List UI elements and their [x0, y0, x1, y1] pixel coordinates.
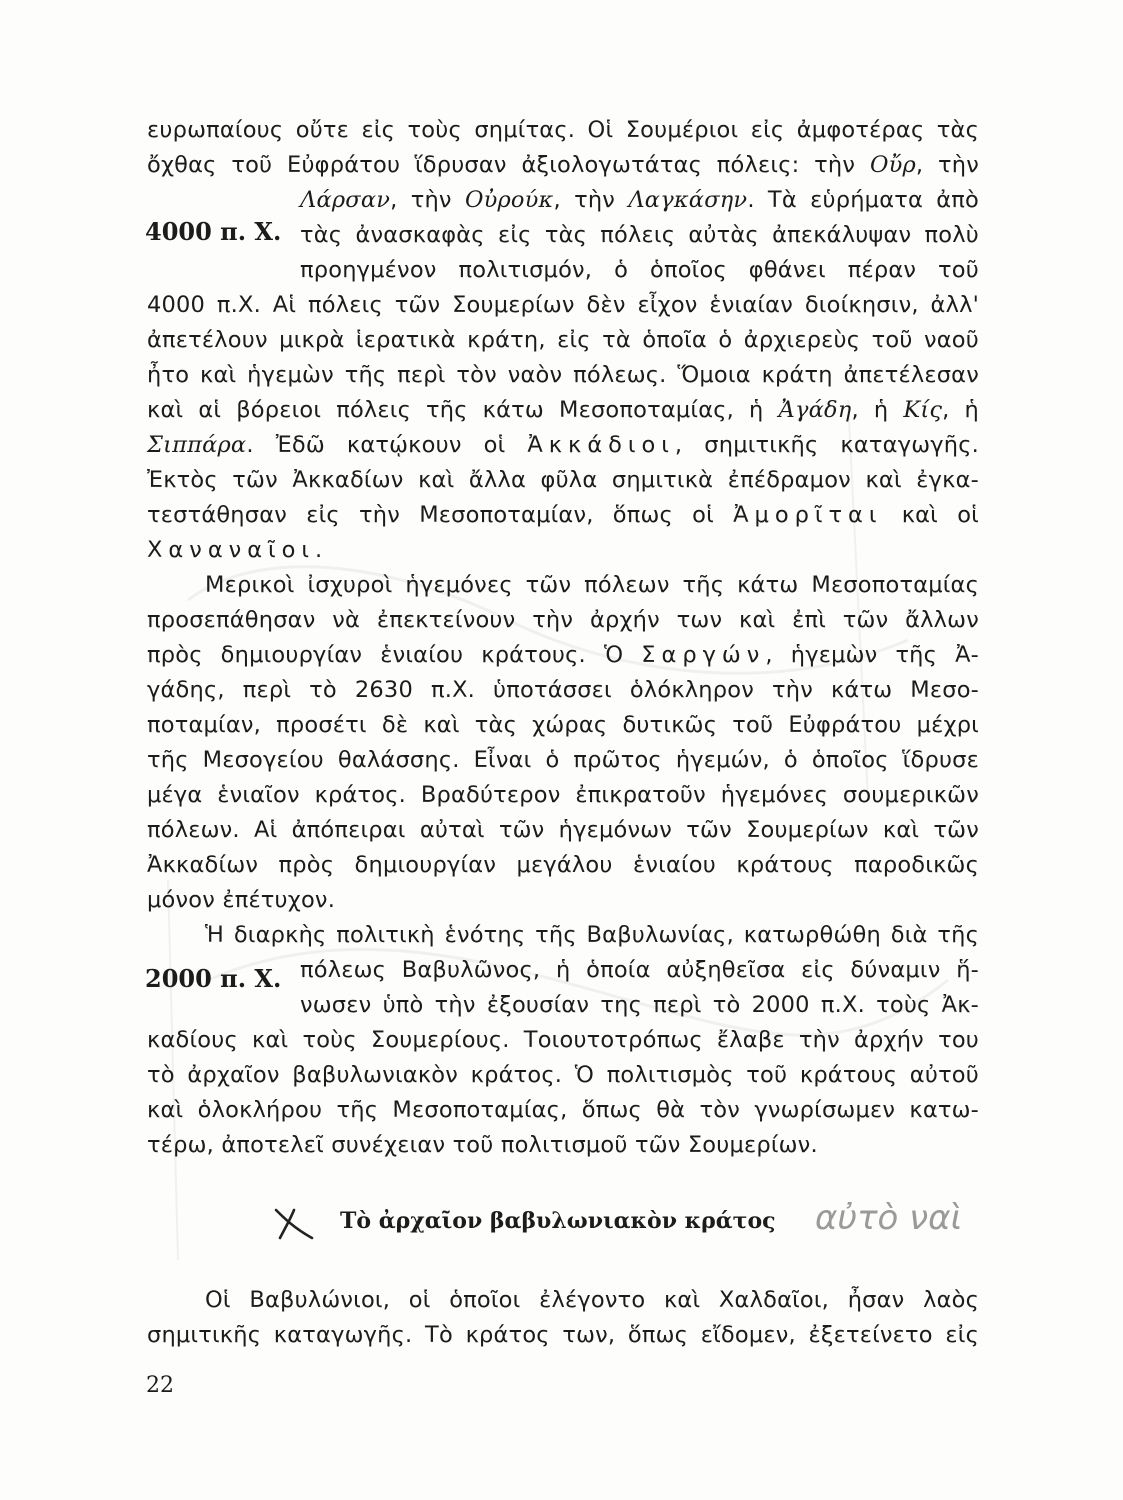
city-name-uruk: Οὐρούκ: [464, 187, 554, 213]
handwritten-x-mark: [272, 1206, 316, 1242]
text-span: , τὴν: [915, 152, 979, 178]
text-line: [147, 395, 979, 425]
city-name-lagash: Λαγκάσην: [628, 187, 748, 213]
text-line: [147, 150, 979, 180]
text-span: , τὴν: [390, 187, 452, 213]
text-line: πόλεως Βαβυλῶνος, ἡ ὁποία αὐξηθεῖσα εἰς δύναμιν ἥ-: [300, 957, 979, 983]
city-name-ur: Οὔρ: [869, 152, 916, 178]
margin-date-2000: 2000 π. Χ.: [145, 964, 282, 993]
text-span: , τὴν: [553, 187, 616, 213]
text-line: ευρωπαίους οὔτε εἰς τοὺς σημίτας. Οἱ Σουμέριοι εἰς ἀμφοτέρας τὰς: [147, 117, 979, 143]
text-line: καὶ ὁλοκλήρου τῆς Μεσοποταμίας, ὅπως θὰ τὸν γνωρίσωμεν κατω-: [147, 1097, 979, 1123]
text-span: , ἡ: [942, 397, 979, 423]
text-span: τεστάθησαν εἰς τὴν Μεσοποταμίαν, ὅπως οἱ: [147, 502, 714, 528]
text-line: τὰς ἀνασκαφὰς εἰς τὰς πόλεις αὐτὰς ἀπεκάλυψαν πολὺ: [300, 222, 979, 248]
text-span: . Τὰ εὑρήματα ἀπὸ: [747, 187, 980, 213]
text-line: νωσεν ὑπὸ τὴν ἐξουσίαν της περὶ τὸ 2000 π.Χ. τοὺς Ἀκ-: [300, 992, 979, 1018]
people-name-amorites: Ἀμορῖται: [733, 502, 883, 528]
handwritten-note: αὐτὸ ναὶ: [815, 1198, 963, 1238]
city-name-agade: Ἀγάδη: [778, 397, 852, 423]
text-span: , ἡγεμὼν τῆς Ἀ-: [765, 642, 979, 668]
text-line: Ἀκκαδίων πρὸς δημιουργίαν μεγάλου ἑνιαίου κράτους παροδικῶς: [147, 852, 979, 878]
text-line: πόλεων. Αἱ ἀπόπειραι αὐταὶ τῶν ἡγεμόνων τῶν Σουμερίων καὶ τῶν: [147, 817, 979, 843]
text-line: Μερικοὶ ἰσχυροὶ ἡγεμόνες τῶν πόλεων τῆς κάτω Μεσοποταμίας: [205, 572, 979, 598]
person-name-sargon: Σαργών: [641, 642, 766, 668]
city-name-larsa: Λάρσαν: [300, 187, 391, 213]
text-line: 4000 π.Χ. Αἱ πόλεις τῶν Σουμερίων δὲν εἶχον ἑνιαίαν διοίκησιν, ἀλλ': [147, 292, 979, 318]
page-number: 22: [146, 1373, 174, 1398]
text-line: ἦτο καὶ ἡγεμὼν τῆς περὶ τὸν ναὸν πόλεως. Ὅμοια κράτη ἀπετέλεσαν: [147, 362, 979, 388]
text-span: , σημιτικῆς καταγωγῆς.: [674, 432, 979, 458]
text-line: Ἐκτὸς τῶν Ἀκκαδίων καὶ ἄλλα φῦλα σημιτικὰ ἐπέδραμον καὶ ἐγκα-: [147, 467, 979, 493]
text-line: τέρω, ἀποτελεῖ συνέχειαν τοῦ πολιτισμοῦ τῶν Σουμερίων.: [147, 1132, 818, 1158]
text-line: [300, 185, 979, 215]
text-line: μέγα ἑνιαῖον κράτος. Βραδύτερον ἐπικρατοῦν ἡγεμόνες σουμερικῶν: [147, 782, 979, 808]
text-span: καὶ αἱ βόρειοι πόλεις τῆς κάτω Μεσοποταμίας, ἡ: [147, 397, 764, 423]
people-name-canaanites: Χαναναῖοι.: [147, 537, 329, 563]
text-line: ἀπετέλουν μικρὰ ἱερατικὰ κράτη, εἰς τὰ ὁποῖα ὁ ἀρχιερεὺς τοῦ ναοῦ: [147, 327, 979, 353]
text-line: τὸ ἀρχαῖον βαβυλωνιακὸν κράτος. Ὁ πολιτισμὸς τοῦ κράτους αὐτοῦ: [147, 1062, 979, 1088]
city-name-sippara: Σιππάρα: [147, 432, 247, 458]
text-line: καδίους καὶ τοὺς Σουμερίους. Τοιουτοτρόπως ἔλαβε τὴν ἀρχήν του: [147, 1027, 979, 1053]
text-line: μόνον ἐπέτυχον.: [147, 887, 336, 913]
text-line: [147, 640, 979, 670]
text-line: [147, 430, 979, 460]
text-line: τῆς Μεσογείου θαλάσσης. Εἶναι ὁ πρῶτος ἡγεμών, ὁ ὁποῖος ἵδρυσε: [147, 747, 979, 773]
text-line: προηγμένον πολιτισμόν, ὁ ὁποῖος φθάνει πέραν τοῦ: [300, 257, 979, 283]
text-span: πρὸς δημιουργίαν ἑνιαίου κράτους. Ὁ: [147, 642, 624, 668]
text-line: [147, 500, 979, 530]
text-span: , ἡ: [851, 397, 889, 423]
text-line: Ἡ διαρκὴς πολιτικὴ ἑνότης τῆς Βαβυλωνίας, κατωρθώθη διὰ τῆς: [205, 922, 979, 948]
section-heading: Τὸ ἀρχαῖον βαβυλωνιακὸν κράτος: [340, 1208, 776, 1234]
text-span: . Ἐδῶ κατῴκουν οἱ: [246, 432, 506, 458]
text-span: καὶ οἱ: [901, 502, 979, 528]
text-line: Οἱ Βαβυλώνιοι, οἱ ὁποῖοι ἐλέγοντο καὶ Χαλδαῖοι, ἦσαν λαὸς: [205, 1287, 979, 1313]
text-line: σημιτικῆς καταγωγῆς. Τὸ κράτος των, ὅπως εἴδομεν, ἐξετείνετο εἰς: [147, 1322, 979, 1348]
text-line: γάδης, περὶ τὸ 2630 π.Χ. ὑποτάσσει ὁλόκληρον τὴν κάτω Μεσο-: [147, 677, 979, 703]
text-line: ποταμίαν, προσέτι δὲ καὶ τὰς χώρας δυτικῶς τοῦ Εὐφράτου μέχρι: [147, 712, 979, 738]
people-name-akkadians: Ἀκκάδιοι: [527, 432, 675, 458]
text-line: προσεπάθησαν νὰ ἐπεκτείνουν τὴν ἀρχήν των καὶ ἐπὶ τῶν ἄλλων: [147, 607, 979, 633]
margin-date-4000: 4000 π. Χ.: [145, 217, 282, 246]
text-span: ὄχθας τοῦ Εὐφράτου ἵδρυσαν ἀξιολογωτάτας πόλεις: τὴν: [147, 152, 856, 178]
city-name-kis: Κίς: [903, 397, 943, 423]
